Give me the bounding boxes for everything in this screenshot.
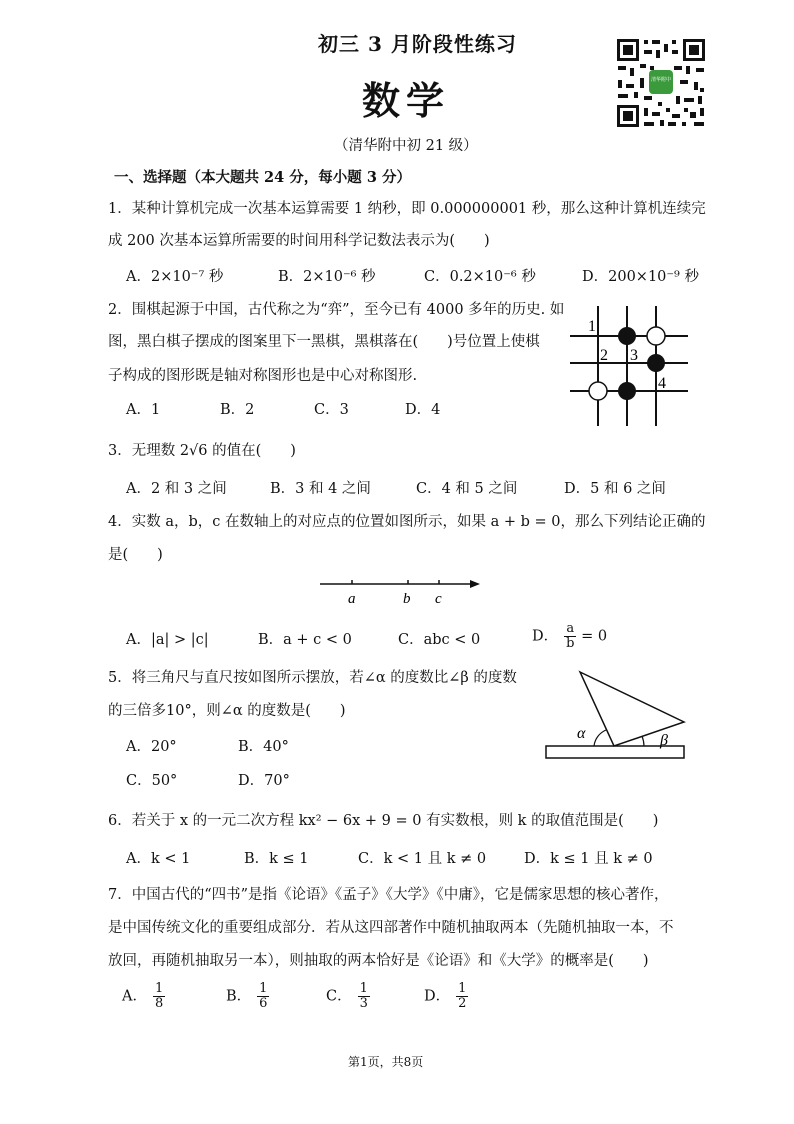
qr-code	[614, 36, 708, 130]
q5-line1: 5．将三角尺与直尺按如图所示摆放，若∠α 的度数比∠β 的度数	[108, 670, 517, 686]
q1-option-b: B．2×10⁻⁶ 秒	[278, 269, 376, 285]
q1-option-a: A．2×10⁻⁷ 秒	[126, 269, 224, 285]
q5-option-d: D．70°	[238, 773, 290, 789]
fraction-denominator: b	[566, 636, 575, 651]
angle-beta-label: β	[660, 732, 668, 749]
go-board-figure	[570, 302, 690, 430]
go-point-label-1: 1	[588, 318, 596, 335]
q2-option-a: A．1	[126, 402, 161, 418]
fraction-denominator: 8	[154, 996, 164, 1011]
q6-line1: 6．若关于 x 的一元二次方程 kx² − 6x + 9 = 0 有实数根，则 k 的取值范围是( )	[108, 813, 659, 829]
q7-line3: 放回，再随机抽取另一本），则抽取的两本恰好是《论语》和《大学》的概率是( )	[108, 953, 649, 969]
fraction-denominator: 6	[259, 996, 268, 1011]
q4-line1: 4．实数 a，b，c 在数轴上的对应点的位置如图所示，如果 a + b = 0，那么下列结论正确的	[108, 514, 706, 530]
fraction-numerator: a	[566, 621, 575, 636]
q4-option-d-suffix: = 0	[581, 628, 608, 645]
q1-option-c: C．0.2×10⁻⁶ 秒	[424, 269, 536, 285]
q2-option-b: B．2	[220, 402, 255, 418]
black-stone	[618, 327, 636, 345]
exam-title: 初三 3 月阶段性练习	[318, 32, 517, 56]
number-line-figure	[318, 576, 482, 610]
q7-option-a-prefix: A．	[122, 988, 147, 1005]
fraction-numerator: 1	[259, 981, 268, 996]
q6-option-a: A．k < 1	[126, 851, 191, 867]
q7-line2: 是中国传统文化的重要组成部分．若从这四部著作中随机抽取两本（先随机抽取一本，不	[108, 920, 674, 936]
q2-line1: 2．围棋起源于中国，古代称之为“弈”，至今已有 4000 多年的历史. 如	[108, 302, 565, 318]
q6-option-c: C．k < 1 且 k ≠ 0	[358, 851, 487, 867]
q7-option-c	[326, 982, 370, 1011]
q7-option-d-prefix: D．	[424, 988, 451, 1005]
black-stone	[618, 382, 636, 400]
q3-line1: 3．无理数 2√6 的值在( )	[108, 443, 296, 459]
fraction-denominator: 3	[359, 996, 368, 1011]
q1-line2: 成 200 次基本运算所需要的时间用科学记数法表示为( )	[108, 233, 490, 249]
subject-title: 数学	[362, 78, 451, 123]
fraction	[358, 982, 370, 1011]
q3-option-c: C．4 和 5 之间	[416, 481, 518, 497]
q5-line2: 的三倍多10°，则∠α 的度数是( )	[108, 703, 346, 719]
q2-line2: 图，黑白棋子摆成的图案里下一黑棋，黑棋落在( )号位置上使棋	[108, 334, 540, 350]
white-stone	[647, 327, 665, 345]
fraction	[153, 982, 165, 1011]
q6-option-b: B．k ≤ 1	[244, 851, 309, 867]
triangle-ruler-figure	[540, 666, 690, 766]
q7-line1: 7．中国古代的“四书”是指《论语》《孟子》《大学》《中庸》，它是儒家思想的核心著作，	[108, 887, 669, 903]
fraction	[456, 982, 468, 1011]
go-point-label-4: 4	[658, 375, 666, 392]
white-stone	[589, 382, 607, 400]
q2-line3: 子构成的图形既是轴对称图形也是中心对称图形.	[108, 368, 418, 384]
q5-option-a: A．20°	[126, 739, 177, 755]
q7-option-b-prefix: B．	[226, 988, 252, 1005]
q4-option-d-prefix: D．	[532, 628, 559, 645]
q4-option-a: A．|a| > |c|	[126, 632, 209, 648]
axis-label-b: b	[403, 591, 411, 607]
section-heading: 一、选择题（本大题共 24 分，每小题 3 分）	[114, 169, 411, 186]
q4-line2: 是( )	[108, 547, 163, 563]
fraction-numerator: 1	[359, 981, 368, 996]
q7-option-d	[424, 982, 468, 1011]
q5-option-c: C．50°	[126, 773, 178, 789]
qr-logo-text: 清华附中	[650, 78, 672, 83]
q1-line1: 1．某种计算机完成一次基本运算需要 1 纳秒，即 0.000000001 秒，那么这种计算机连续完	[108, 201, 706, 217]
go-point-label-2: 2	[600, 347, 608, 364]
q5-option-b: B．40°	[238, 739, 289, 755]
fraction	[257, 982, 269, 1011]
axis-label-a: a	[348, 591, 356, 607]
go-point-label-3: 3	[630, 347, 638, 364]
fraction	[564, 622, 576, 651]
q2-option-d: D．4	[405, 402, 441, 418]
q3-option-a: A．2 和 3 之间	[126, 481, 227, 497]
q6-option-d: D．k ≤ 1 且 k ≠ 0	[524, 851, 653, 867]
angle-alpha-label: α	[577, 725, 586, 742]
fraction-numerator: 1	[458, 981, 467, 996]
q4-option-c: C．abc < 0	[398, 632, 481, 648]
black-stone	[647, 354, 665, 372]
fraction-numerator: 1	[154, 981, 164, 996]
axis-label-c: c	[435, 591, 442, 607]
fraction-denominator: 2	[458, 996, 467, 1011]
q3-option-b: B．3 和 4 之间	[270, 481, 371, 497]
page-footer: 第1页，共8页	[348, 1055, 424, 1069]
q2-option-c: C．3	[314, 402, 349, 418]
q1-option-d: D．200×10⁻⁹ 秒	[582, 269, 699, 285]
q3-option-d: D．5 和 6 之间	[564, 481, 666, 497]
q7-option-b	[226, 982, 269, 1011]
school-label: （清华附中初 21 级）	[334, 138, 478, 154]
q7-option-a	[122, 982, 165, 1011]
qr-code-graphic	[614, 36, 708, 130]
q4-option-b: B．a + c < 0	[258, 632, 352, 648]
q7-option-c-prefix: C．	[326, 988, 352, 1005]
q4-option-d	[532, 622, 607, 651]
